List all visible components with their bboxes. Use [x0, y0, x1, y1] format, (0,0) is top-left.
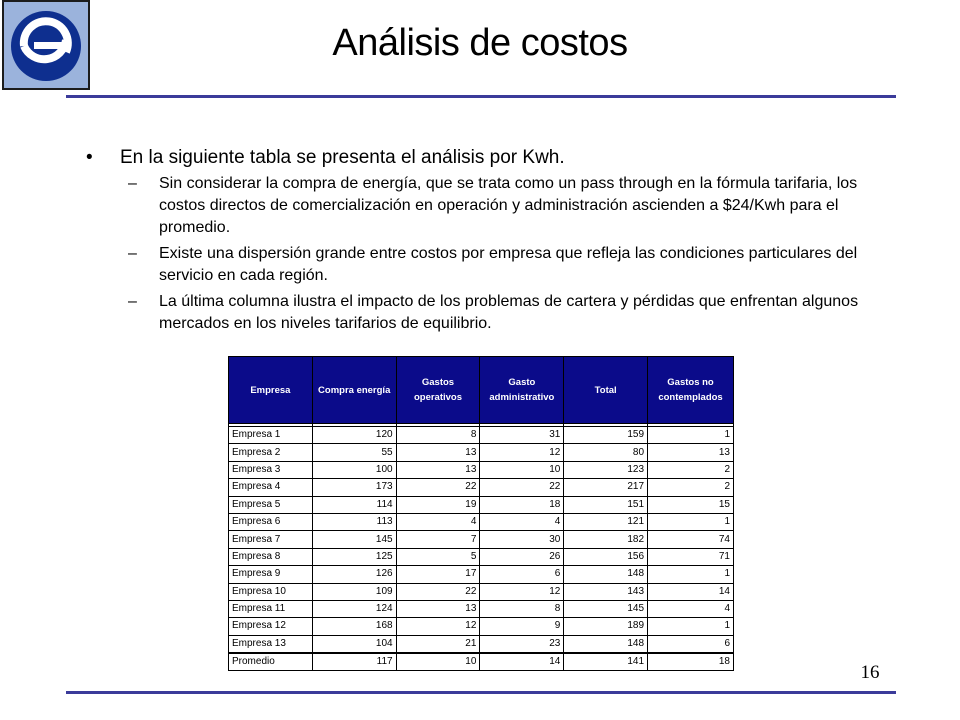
cell-total: 141 — [564, 653, 648, 671]
table-row — [229, 618, 734, 635]
cell-operativos: 13 — [396, 461, 480, 478]
cell-operativos: 21 — [396, 635, 480, 653]
dash-icon: – — [128, 245, 137, 262]
cell-compra: 114 — [312, 496, 396, 513]
cell-total: 123 — [564, 461, 648, 478]
cell-no-contemplados: 14 — [648, 583, 734, 600]
header-gasto-administrativo: Gasto administrativo — [480, 357, 564, 424]
page-number: 16 — [860, 662, 880, 683]
cell-total: 148 — [564, 566, 648, 583]
cell-no-contemplados: 2 — [648, 479, 734, 496]
cell-operativos: 13 — [396, 444, 480, 461]
cell-no-contemplados: 13 — [648, 444, 734, 461]
header-divider — [66, 95, 896, 98]
cell-no-contemplados: 6 — [648, 635, 734, 653]
cell-compra: 124 — [312, 600, 396, 617]
cell-compra: 145 — [312, 531, 396, 548]
sub-bullet — [86, 291, 886, 335]
cell-administrativo: 8 — [480, 600, 564, 617]
cell-compra: 125 — [312, 548, 396, 565]
cell-no-contemplados: 74 — [648, 531, 734, 548]
cell-empresa: Empresa 9 — [229, 566, 313, 583]
cell-no-contemplados: 71 — [648, 548, 734, 565]
sub-bullet-text: La última columna ilustra el impacto de los problemas de cartera y pérdidas que enfrentan algunos mercados en los niveles tarifarios de equilibrio. — [159, 293, 859, 332]
cell-administrativo: 4 — [480, 513, 564, 530]
table-row-average — [229, 653, 734, 671]
cell-total: 159 — [564, 427, 648, 444]
table-row — [229, 427, 734, 444]
cell-total: 156 — [564, 548, 648, 565]
cell-operativos: 17 — [396, 566, 480, 583]
cell-compra: 120 — [312, 427, 396, 444]
cell-compra: 100 — [312, 461, 396, 478]
cell-compra: 117 — [312, 653, 396, 671]
table-header-row — [229, 357, 734, 424]
table-row — [229, 496, 734, 513]
cell-administrativo: 18 — [480, 496, 564, 513]
cell-operativos: 10 — [396, 653, 480, 671]
cell-empresa: Empresa 12 — [229, 618, 313, 635]
table-row — [229, 531, 734, 548]
cell-administrativo: 30 — [480, 531, 564, 548]
cell-compra: 168 — [312, 618, 396, 635]
cell-operativos: 5 — [396, 548, 480, 565]
sub-bullet-text: Existe una dispersión grande entre costos por empresa que refleja las condiciones particulares del servicio en cada región. — [159, 245, 858, 284]
bullet-list — [86, 146, 886, 339]
sub-bullet-text: Sin considerar la compra de energía, que se trata como un pass through en la fórmula tarifaria, los costos directos de comercialización en operación y administración ascienden a $24/Kwh para el promedio. — [159, 175, 858, 236]
table-row — [229, 583, 734, 600]
cell-no-contemplados: 15 — [648, 496, 734, 513]
cell-administrativo: 23 — [480, 635, 564, 653]
table-row — [229, 566, 734, 583]
cell-administrativo: 10 — [480, 461, 564, 478]
sub-bullet — [86, 173, 886, 239]
header-gastos-operativos: Gastos operativos — [396, 357, 480, 424]
cell-empresa: Empresa 10 — [229, 583, 313, 600]
cell-compra: 126 — [312, 566, 396, 583]
sub-bullet — [86, 243, 886, 287]
cell-total: 182 — [564, 531, 648, 548]
cell-empresa: Empresa 7 — [229, 531, 313, 548]
cell-total: 121 — [564, 513, 648, 530]
cell-operativos: 4 — [396, 513, 480, 530]
cell-operativos: 22 — [396, 479, 480, 496]
cell-empresa: Promedio — [229, 653, 313, 671]
cell-administrativo: 12 — [480, 583, 564, 600]
header-gastos-no-contemplados: Gastos no contemplados — [648, 357, 734, 424]
table-row — [229, 548, 734, 565]
header-empresa: Empresa — [229, 357, 313, 424]
cell-total: 148 — [564, 635, 648, 653]
table-row — [229, 513, 734, 530]
table-row — [229, 600, 734, 617]
cell-total: 80 — [564, 444, 648, 461]
cell-empresa: Empresa 8 — [229, 548, 313, 565]
cell-total: 151 — [564, 496, 648, 513]
cell-no-contemplados: 2 — [648, 461, 734, 478]
cost-table-container — [228, 356, 734, 670]
cell-compra: 104 — [312, 635, 396, 653]
cell-empresa: Empresa 11 — [229, 600, 313, 617]
cell-administrativo: 31 — [480, 427, 564, 444]
main-bullet — [86, 146, 886, 170]
cell-compra: 173 — [312, 479, 396, 496]
cell-administrativo: 9 — [480, 618, 564, 635]
cell-no-contemplados: 1 — [648, 618, 734, 635]
footer-divider — [66, 691, 896, 694]
cell-compra: 109 — [312, 583, 396, 600]
dash-icon: – — [128, 293, 137, 310]
cell-no-contemplados: 1 — [648, 427, 734, 444]
header-total: Total — [564, 357, 648, 424]
main-bullet-text: En la siguiente tabla se presenta el análisis por Kwh. — [120, 147, 565, 168]
table-row — [229, 461, 734, 478]
cell-empresa: Empresa 2 — [229, 444, 313, 461]
table-row — [229, 479, 734, 496]
cell-total: 145 — [564, 600, 648, 617]
cell-administrativo: 22 — [480, 479, 564, 496]
cell-empresa: Empresa 3 — [229, 461, 313, 478]
cell-total: 217 — [564, 479, 648, 496]
bullet-dot-icon: • — [86, 147, 93, 168]
cell-compra: 113 — [312, 513, 396, 530]
cell-no-contemplados: 1 — [648, 513, 734, 530]
cell-operativos: 22 — [396, 583, 480, 600]
cell-total: 143 — [564, 583, 648, 600]
dash-icon: – — [128, 175, 137, 192]
cell-no-contemplados: 1 — [648, 566, 734, 583]
cell-operativos: 19 — [396, 496, 480, 513]
table-row — [229, 444, 734, 461]
cell-empresa: Empresa 6 — [229, 513, 313, 530]
cell-empresa: Empresa 4 — [229, 479, 313, 496]
sub-bullet-list — [86, 173, 886, 335]
cell-compra: 55 — [312, 444, 396, 461]
cell-operativos: 7 — [396, 531, 480, 548]
cell-administrativo: 12 — [480, 444, 564, 461]
cell-operativos: 8 — [396, 427, 480, 444]
cell-operativos: 13 — [396, 600, 480, 617]
cell-empresa: Empresa 5 — [229, 496, 313, 513]
cell-administrativo: 14 — [480, 653, 564, 671]
cell-no-contemplados: 18 — [648, 653, 734, 671]
cell-operativos: 12 — [396, 618, 480, 635]
cell-no-contemplados: 4 — [648, 600, 734, 617]
cost-table — [228, 356, 734, 671]
table-row — [229, 635, 734, 653]
cell-empresa: Empresa 1 — [229, 427, 313, 444]
header-compra-energia: Compra energía — [312, 357, 396, 424]
cell-empresa: Empresa 13 — [229, 635, 313, 653]
cell-administrativo: 6 — [480, 566, 564, 583]
slide-title: Análisis de costos — [332, 22, 628, 64]
cell-total: 189 — [564, 618, 648, 635]
cell-administrativo: 26 — [480, 548, 564, 565]
